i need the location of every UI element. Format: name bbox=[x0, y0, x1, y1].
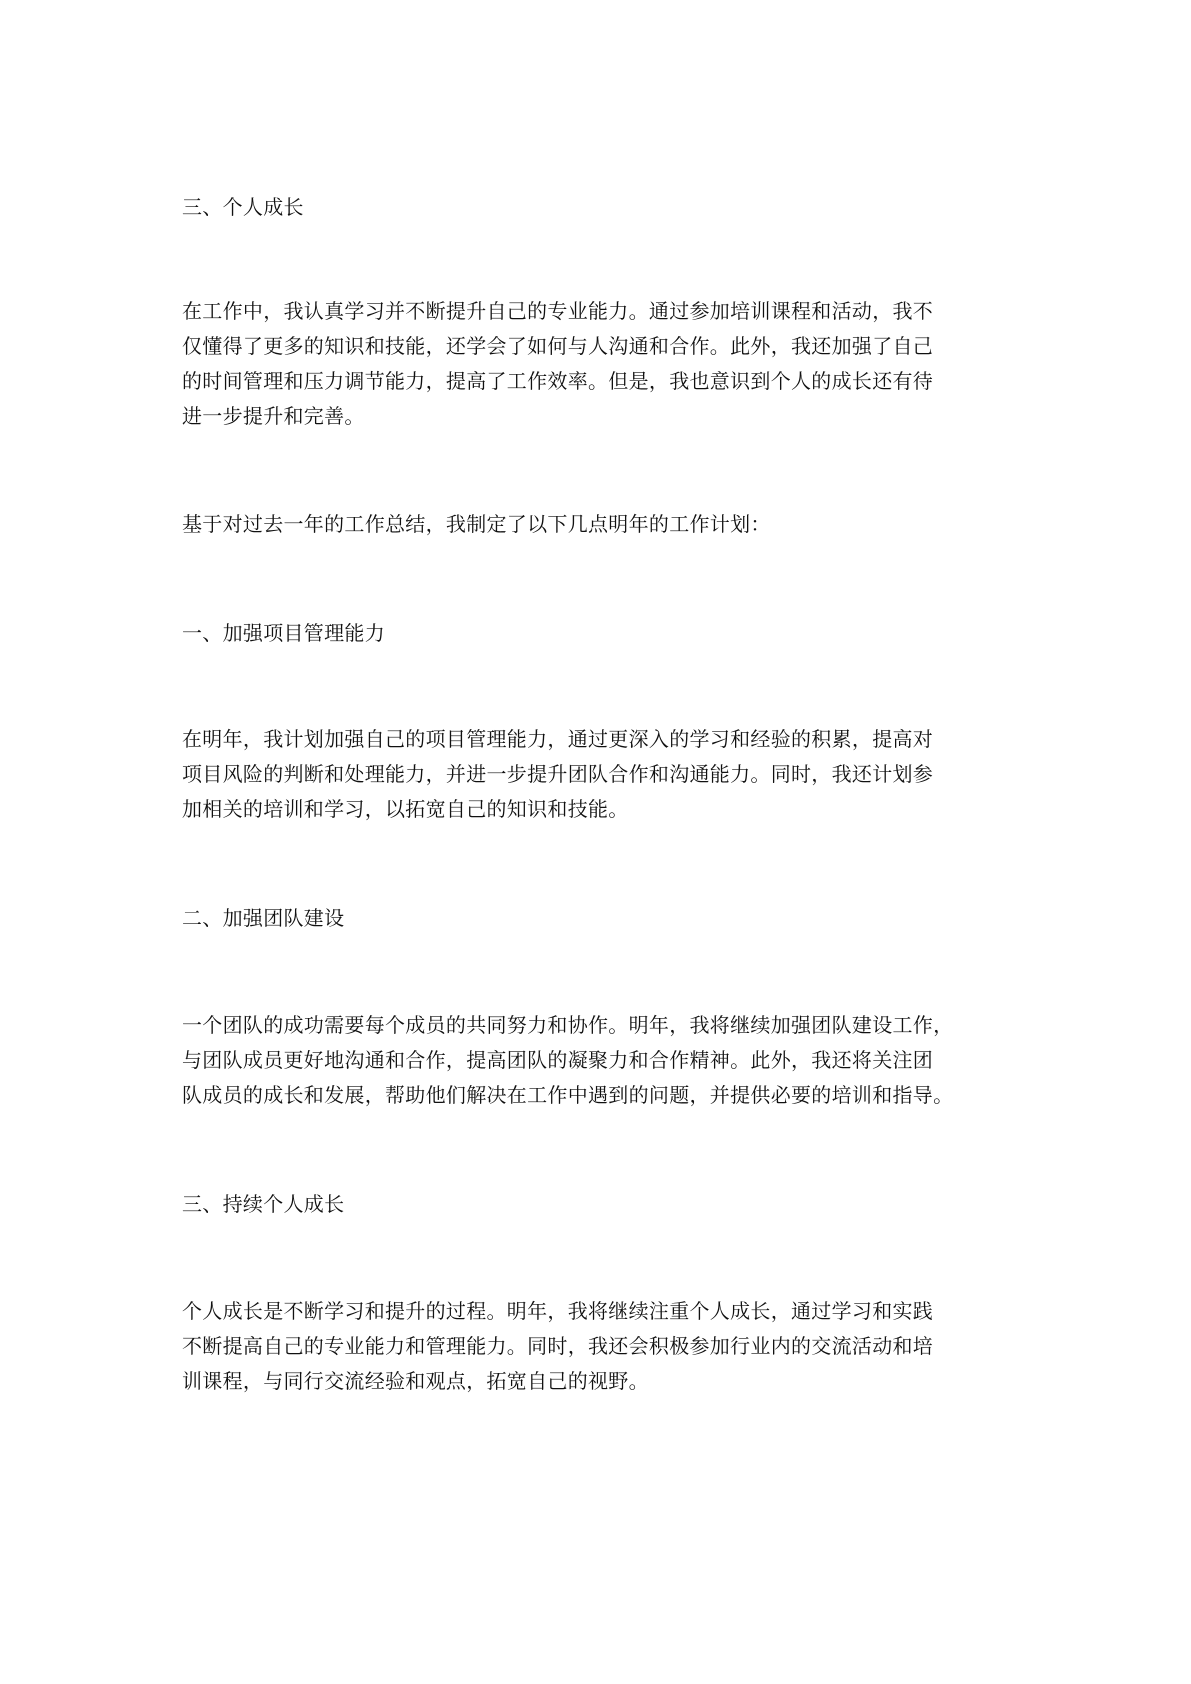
paragraph-line: 的时间管理和压力调节能力，提高了工作效率。但是，我也意识到个人的成长还有待 bbox=[182, 369, 934, 393]
section-heading-continuous-growth: 三、持续个人成长 bbox=[182, 1192, 345, 1216]
paragraph-line: 进一步提升和完善。 bbox=[182, 404, 365, 428]
paragraph-line: 在明年，我计划加强自己的项目管理能力，通过更深入的学习和经验的积累，提高对 bbox=[182, 727, 934, 751]
plan-intro-text: 基于对过去一年的工作总结，我制定了以下几点明年的工作计划： bbox=[182, 512, 771, 536]
section-heading-team-building: 二、加强团队建设 bbox=[182, 906, 345, 930]
paragraph-line: 个人成长是不断学习和提升的过程。明年，我将继续注重个人成长，通过学习和实践 bbox=[182, 1299, 934, 1323]
paragraph-line: 在工作中，我认真学习并不断提升自己的专业能力。通过参加培训课程和活动，我不 bbox=[182, 299, 934, 323]
paragraph-line: 一个团队的成功需要每个成员的共同努力和协作。明年，我将继续加强团队建设工作， bbox=[182, 1013, 954, 1037]
paragraph-line: 训课程，与同行交流经验和观点，拓宽自己的视野。 bbox=[182, 1369, 649, 1393]
paragraph-line: 加相关的培训和学习，以拓宽自己的知识和技能。 bbox=[182, 797, 629, 821]
paragraph-line: 项目风险的判断和处理能力，并进一步提升团队合作和沟通能力。同时，我还计划参 bbox=[182, 762, 934, 786]
section-heading-project-management: 一、加强项目管理能力 bbox=[182, 621, 385, 645]
paragraph-line: 仅懂得了更多的知识和技能，还学会了如何与人沟通和合作。此外，我还加强了自己 bbox=[182, 334, 934, 358]
paragraph-line: 队成员的成长和发展，帮助他们解决在工作中遇到的问题，并提供必要的培训和指导。 bbox=[182, 1083, 954, 1107]
paragraph-line: 不断提高自己的专业能力和管理能力。同时，我还会积极参加行业内的交流活动和培 bbox=[182, 1334, 934, 1358]
paragraph-line: 与团队成员更好地沟通和合作，提高团队的凝聚力和合作精神。此外，我还将关注团 bbox=[182, 1048, 934, 1072]
section-heading-personal-growth: 三、个人成长 bbox=[182, 195, 304, 219]
